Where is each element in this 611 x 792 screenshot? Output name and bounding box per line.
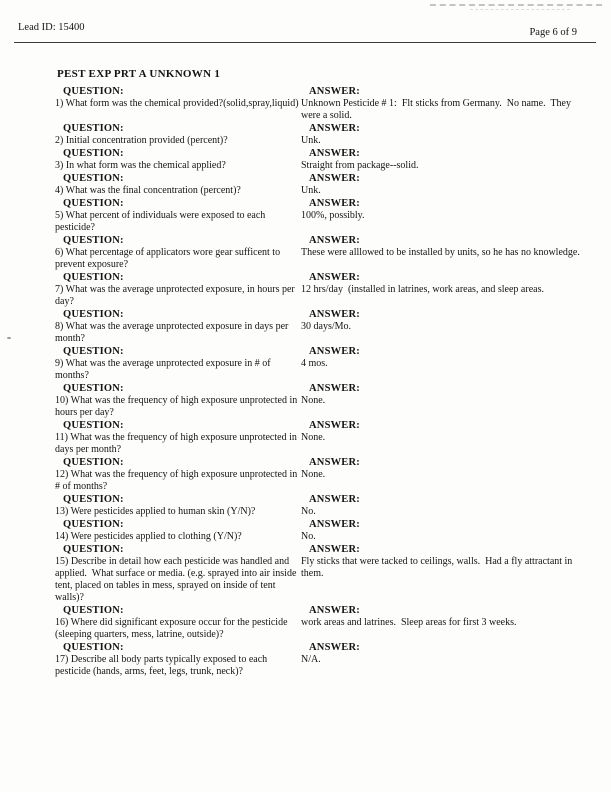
- question-label: QUESTION:: [63, 642, 124, 653]
- scan-artifact-dashes: [470, 9, 570, 10]
- answer-label: ANSWER:: [309, 346, 360, 357]
- answer-label: ANSWER:: [309, 494, 360, 505]
- answer-label: ANSWER:: [309, 123, 360, 134]
- answer-label: ANSWER:: [309, 148, 360, 159]
- question-column: [55, 457, 301, 493]
- answer-text: No.: [301, 531, 316, 542]
- question-text: 12) What was the frequency of high exposure unprotected in # of months?: [55, 469, 300, 492]
- question-label: QUESTION:: [63, 494, 124, 505]
- question-label: QUESTION:: [63, 123, 124, 134]
- qa-row: [0, 309, 611, 345]
- answer-label: ANSWER:: [309, 198, 360, 209]
- question-text: 15) Describe in detail how each pesticide was handled and applied. What surface or media. (e.g. sprayed into air inside tent, placed on tables in mess, sprayed on inside of tent walls)?: [55, 556, 299, 603]
- question-column: [55, 86, 301, 110]
- page-number: Page 6 of 9: [529, 27, 577, 38]
- answer-column: [301, 86, 581, 122]
- answer-column: [301, 519, 581, 543]
- question-text: 5) What percent of individuals were exposed to each pesticide?: [55, 210, 268, 233]
- answer-column: [301, 605, 581, 629]
- answer-label: ANSWER:: [309, 519, 360, 530]
- question-label: QUESTION:: [63, 309, 124, 320]
- question-label: QUESTION:: [63, 173, 124, 184]
- answer-text: Unk.: [301, 135, 321, 146]
- answer-column: [301, 173, 581, 197]
- question-text: 2) Initial concentration provided (percent)?: [55, 135, 228, 146]
- qa-row: [0, 86, 611, 122]
- question-text: 3) In what form was the chemical applied?: [55, 160, 226, 171]
- answer-column: [301, 235, 581, 259]
- question-column: [55, 123, 301, 147]
- answer-label: ANSWER:: [309, 173, 360, 184]
- question-text: 1) What form was the chemical provided?(solid,spray,liquid): [55, 98, 299, 109]
- answer-text: 4 mos.: [301, 358, 328, 369]
- question-label: QUESTION:: [63, 272, 124, 283]
- question-text: 6) What percentage of applicators wore gear sufficent to prevent exposure?: [55, 247, 283, 270]
- question-column: [55, 272, 301, 308]
- question-label: QUESTION:: [63, 605, 124, 616]
- question-text: 10) What was the frequency of high exposure unprotected in hours per day?: [55, 395, 300, 418]
- answer-label: ANSWER:: [309, 420, 360, 431]
- qa-row: [0, 272, 611, 308]
- question-column: [55, 544, 301, 604]
- answer-label: ANSWER:: [309, 642, 360, 653]
- answer-column: [301, 346, 581, 370]
- scan-artifact-dashes: [430, 4, 602, 6]
- answer-text: N/A.: [301, 654, 321, 665]
- answer-text: Fly sticks that were tacked to ceilings, walls. Had a fly attractant in them.: [301, 556, 575, 579]
- answer-label: ANSWER:: [309, 86, 360, 97]
- answer-column: [301, 123, 581, 147]
- answer-text: 30 days/Mo.: [301, 321, 351, 332]
- answer-text: Unknown Pesticide # 1: Flt sticks from Germany. No name. They were a solid.: [301, 98, 574, 121]
- question-text: 8) What was the average unprotected exposure in days per month?: [55, 321, 291, 344]
- question-column: [55, 148, 301, 172]
- answer-label: ANSWER:: [309, 605, 360, 616]
- question-column: [55, 383, 301, 419]
- qa-row: [0, 494, 611, 518]
- answer-column: [301, 148, 581, 172]
- question-text: 4) What was the final concentration (percent)?: [55, 185, 241, 196]
- answer-text: Straight from package--solid.: [301, 160, 419, 171]
- question-column: [55, 519, 301, 543]
- question-label: QUESTION:: [63, 420, 124, 431]
- answer-label: ANSWER:: [309, 235, 360, 246]
- question-column: [55, 642, 301, 678]
- qa-row: [0, 519, 611, 543]
- question-label: QUESTION:: [63, 235, 124, 246]
- answer-column: [301, 494, 581, 518]
- qa-row: [0, 198, 611, 234]
- answer-text: 12 hrs/day (installed in latrines, work areas, and sleep areas.: [301, 284, 544, 295]
- question-text: 14) Were pesticides applied to clothing (Y/N)?: [55, 531, 242, 542]
- question-column: [55, 605, 301, 641]
- question-text: 17) Describe all body parts typically exposed to each pesticide (hands, arms, feet, legs, trunk, neck)?: [55, 654, 270, 677]
- question-text: 9) What was the average unprotected exposure in # of months?: [55, 358, 274, 381]
- answer-text: 100%, possibly.: [301, 210, 365, 221]
- header-divider: [14, 42, 596, 43]
- qa-row: [0, 605, 611, 641]
- qa-row: [0, 235, 611, 271]
- question-label: QUESTION:: [63, 198, 124, 209]
- lead-id-label: Lead ID: 15400: [18, 22, 85, 33]
- question-text: 11) What was the frequency of high exposure unprotected in days per month?: [55, 432, 300, 455]
- question-column: [55, 309, 301, 345]
- question-label: QUESTION:: [63, 148, 124, 159]
- answer-column: [301, 309, 581, 333]
- question-column: [55, 494, 301, 518]
- qa-row: [0, 544, 611, 604]
- qa-row: [0, 457, 611, 493]
- qa-row: [0, 148, 611, 172]
- answer-column: [301, 383, 581, 407]
- answer-text: work areas and latrines. Sleep areas for first 3 weeks.: [301, 617, 517, 628]
- question-text: 16) Where did significant exposure occur for the pesticide (sleeping quarters, mess, latrine, outside)?: [55, 617, 291, 640]
- answer-column: [301, 198, 581, 222]
- qa-row: [0, 642, 611, 678]
- answer-text: None.: [301, 395, 326, 406]
- answer-text: Unk.: [301, 185, 321, 196]
- question-label: QUESTION:: [63, 346, 124, 357]
- question-column: [55, 173, 301, 197]
- answer-label: ANSWER:: [309, 309, 360, 320]
- qa-row: [0, 383, 611, 419]
- answer-text: No.: [301, 506, 316, 517]
- document-title: PEST EXP PRT A UNKNOWN 1: [57, 68, 221, 80]
- qa-row: [0, 346, 611, 382]
- question-text: 7) What was the average unprotected exposure, in hours per day?: [55, 284, 298, 307]
- qa-list: [0, 86, 611, 679]
- answer-text: None.: [301, 432, 326, 443]
- answer-column: [301, 272, 581, 296]
- answer-label: ANSWER:: [309, 383, 360, 394]
- answer-column: [301, 420, 581, 444]
- question-column: [55, 235, 301, 271]
- question-label: QUESTION:: [63, 519, 124, 530]
- qa-row: [0, 420, 611, 456]
- answer-column: [301, 544, 581, 580]
- answer-text: These were alllowed to be installed by units, so he has no knowledge.: [301, 247, 580, 258]
- question-text: 13) Were pesticides applied to human skin (Y/N)?: [55, 506, 256, 517]
- question-column: [55, 420, 301, 456]
- answer-text: None.: [301, 469, 326, 480]
- qa-row: [0, 173, 611, 197]
- answer-label: ANSWER:: [309, 544, 360, 555]
- question-label: QUESTION:: [63, 457, 124, 468]
- question-label: QUESTION:: [63, 383, 124, 394]
- answer-label: ANSWER:: [309, 457, 360, 468]
- answer-column: [301, 457, 581, 481]
- qa-row: [0, 123, 611, 147]
- question-column: [55, 198, 301, 234]
- question-column: [55, 346, 301, 382]
- question-label: QUESTION:: [63, 544, 124, 555]
- question-label: QUESTION:: [63, 86, 124, 97]
- answer-column: [301, 642, 581, 666]
- answer-label: ANSWER:: [309, 272, 360, 283]
